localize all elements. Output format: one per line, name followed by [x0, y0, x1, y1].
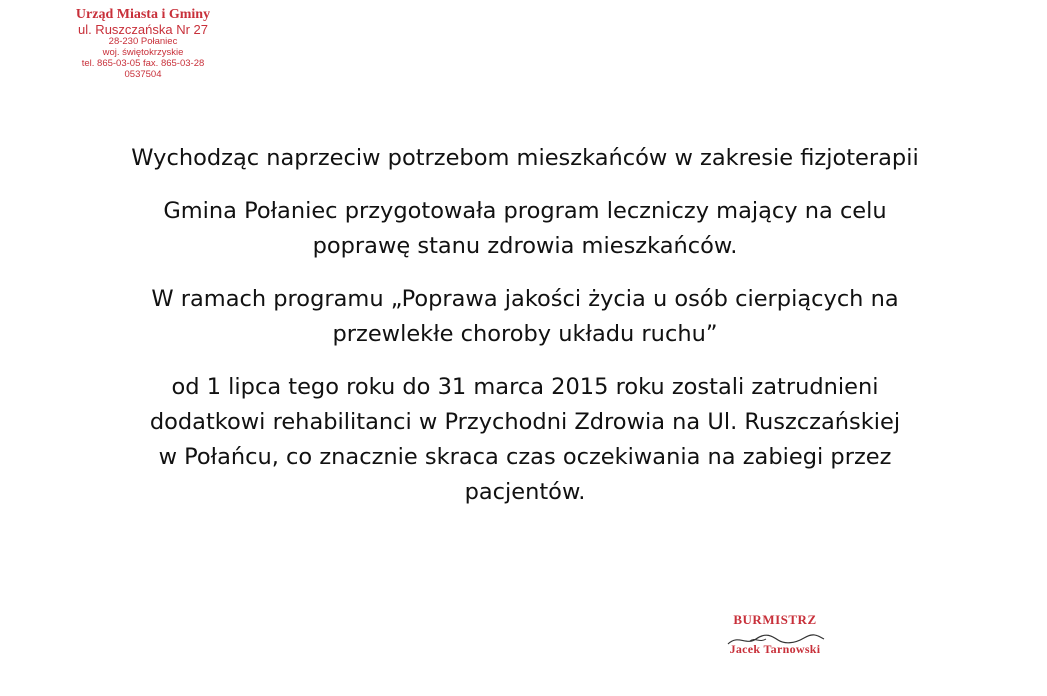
paragraph-4-line-4: pacjentów.	[464, 479, 586, 505]
signature-name: Jacek Tarnowski	[729, 642, 821, 656]
paragraph-2	[60, 194, 990, 264]
paragraph-2-line-1: Gmina Połaniec przygotowała program leczniczy mający na celu	[163, 198, 887, 224]
paragraph-1	[60, 141, 990, 176]
mayor-signature-block	[700, 612, 850, 657]
paragraph-3-line-2: przewlekłe choroby układu ruchu”	[332, 321, 718, 347]
signature-role: BURMISTRZ	[733, 612, 817, 627]
paragraph-1-line-1: Wychodząc naprzeciw potrzebom mieszkańców w zakresie fizjoterapii	[131, 145, 919, 171]
paragraph-3	[60, 282, 990, 352]
paragraph-2-line-2: poprawę stanu zdrowia mieszkańców.	[312, 233, 738, 259]
letter-body	[60, 141, 990, 510]
paragraph-4-line-2: dodatkowi rehabilitanci w Przychodni Zdrowia na Ul. Ruszczańskiej	[149, 409, 901, 435]
stamp-phone-fax: tel. 865-03-05 fax. 865-03-28	[81, 57, 205, 69]
office-stamp	[48, 8, 238, 81]
stamp-region: woj. świętokrzyskie	[102, 46, 184, 58]
stamp-office-name: Urząd Miasta i Gminy	[75, 7, 211, 22]
stamp-regon: 0537504	[124, 68, 162, 80]
stamp-street: ul. Ruszczańska Nr 27	[77, 22, 209, 37]
paragraph-4	[60, 370, 990, 510]
paragraph-4-line-1: od 1 lipca tego roku do 31 marca 2015 roku zostali zatrudnieni	[171, 374, 879, 400]
paragraph-4-line-3: w Połańcu, co znacznie skraca czas oczekiwania na zabiegi przez	[158, 444, 892, 470]
paragraph-3-line-1: W ramach programu „Poprawa jakości życia u osób cierpiących na	[151, 286, 899, 312]
stamp-postal: 28-230 Połaniec	[108, 36, 178, 47]
